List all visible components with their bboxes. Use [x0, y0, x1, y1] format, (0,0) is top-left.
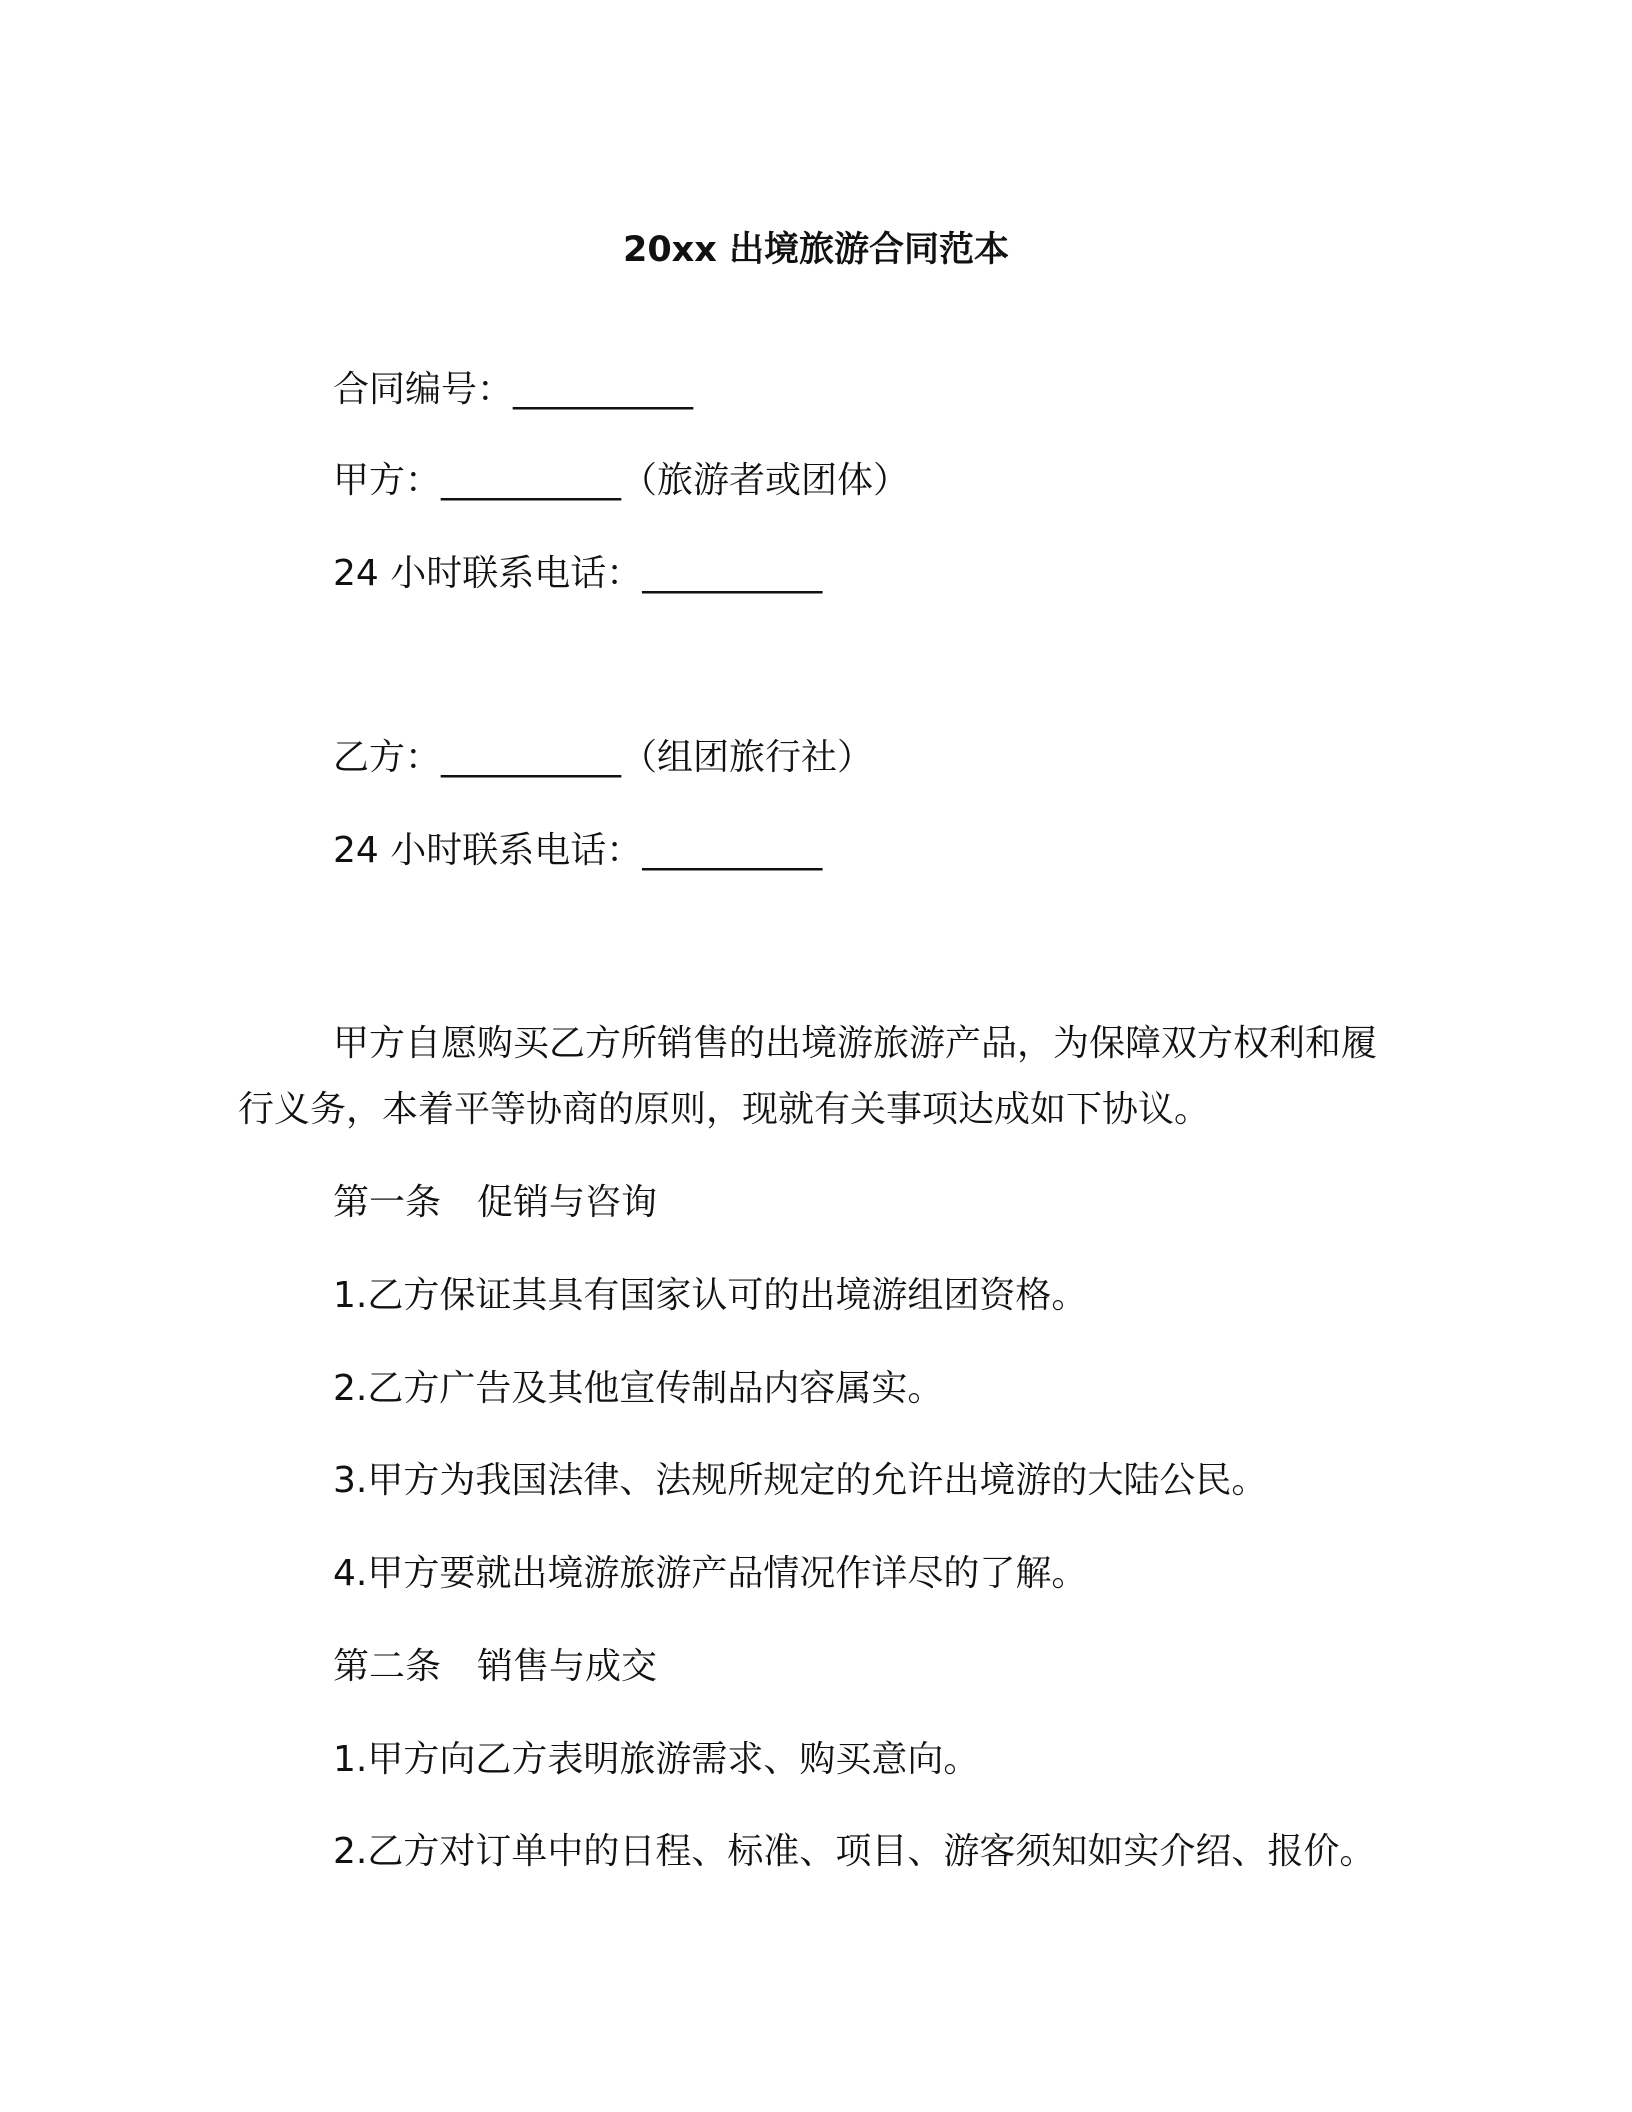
- article-1-item-2: 2.乙方广告及其他宣传制品内容属实。: [333, 1368, 944, 1409]
- contract-number-field: 合同编号：__________: [333, 369, 694, 410]
- party-b-field: 乙方：__________（组团旅行社）: [333, 737, 874, 778]
- party-a-field: 甲方：__________（旅游者或团体）: [333, 460, 910, 501]
- article-2-item-1: 1.甲方向乙方表明旅游需求、购买意向。: [333, 1739, 980, 1780]
- party-b-phone-field: 24 小时联系电话：__________: [333, 830, 823, 871]
- intro-text: 甲方自愿购买乙方所销售的出境游旅游产品，为保障双方权利和履行义务，本着平等协商的原则，现就有关事项达成如下协议。: [238, 1023, 1378, 1130]
- article-1-item-4: 4.甲方要就出境游旅游产品情况作详尽的了解。: [333, 1553, 1088, 1594]
- party-a-phone-field: 24 小时联系电话：__________: [333, 553, 823, 594]
- article-1-item-3: 3.甲方为我国法律、法规所规定的允许出境游的大陆公民。: [333, 1460, 1268, 1501]
- article-1-item-1: 1.乙方保证其具有国家认可的出境游组团资格。: [333, 1275, 1088, 1316]
- article-1-heading: 第一条 促销与咨询: [333, 1182, 658, 1223]
- article-2-item-2: 2.乙方对订单中的日程、标准、项目、游客须知如实介绍、报价。: [333, 1831, 1376, 1872]
- document-title: 20xx 出境旅游合同范本: [622, 230, 1010, 270]
- intro-paragraph: [238, 1011, 1378, 1143]
- article-2-heading: 第二条 销售与成交: [333, 1646, 658, 1687]
